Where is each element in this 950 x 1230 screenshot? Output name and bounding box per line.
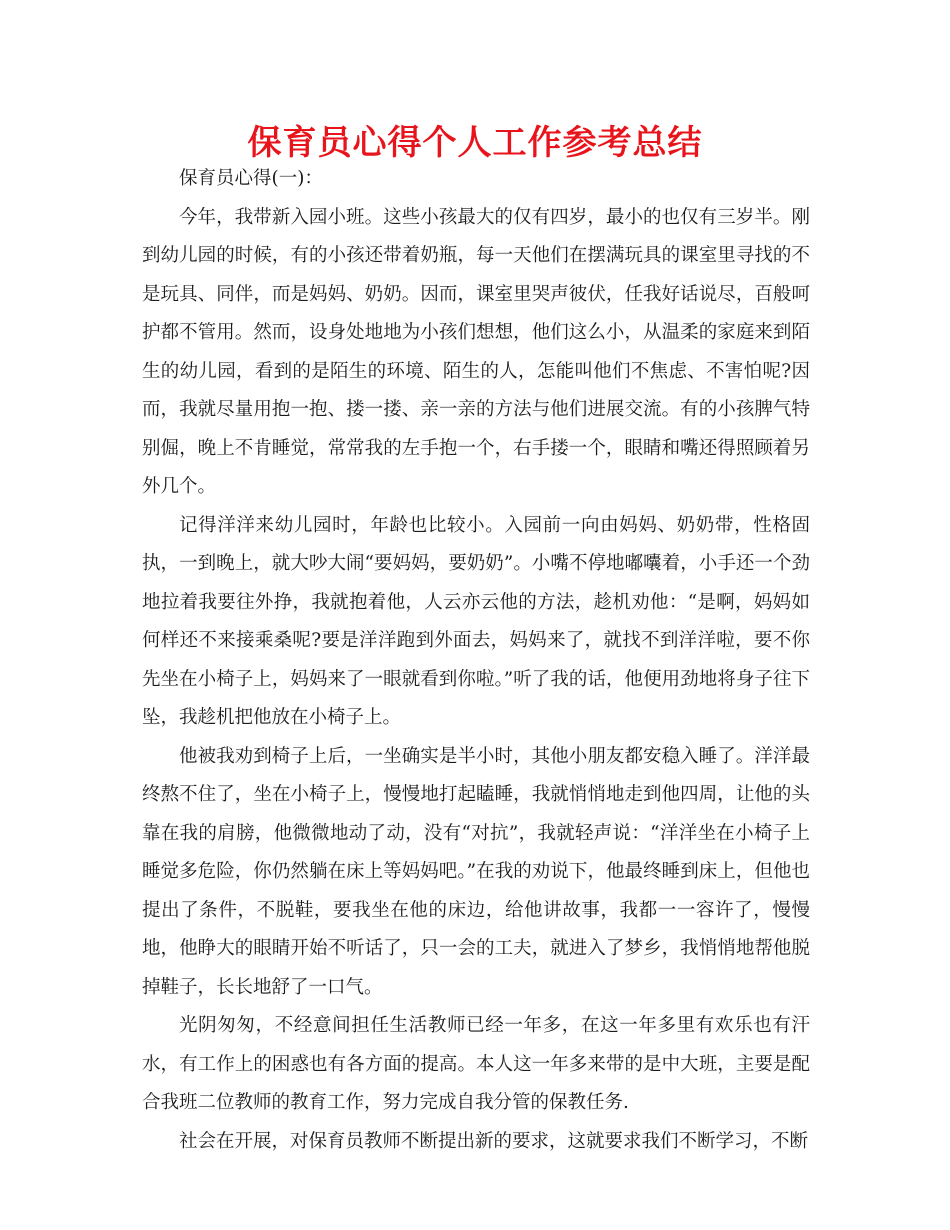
paragraph: 他被我劝到椅子上后，一坐确实是半小时，其他小朋友都安稳入睡了。洋洋最终熬不住了，坐在小椅子上，慢慢地打起瞌睡，我就悄悄地走到他四周，让他的头靠在我的肩膀，他微微地动了动，没有“对抗”，我就轻声说：“洋洋坐在小椅子上睡觉多危险，你仍然躺在床上等妈妈吧。”在我的劝说下，他最终睡到床上，但他也提出了条件，不脱鞋，要我坐在他的床边，给他讲故事，我都一一容许了，慢慢地，他睁大的眼睛开始不听话了，只一会的工夫，就进入了梦乡，我悄悄地帮他脱掉鞋子，长长地舒了一口气。	[142, 745, 810, 998]
document-body	[142, 160, 810, 1161]
paragraph: 今年，我带新入园小班。这些小孩最大的仅有四岁，最小的也仅有三岁半。刚到幼儿园的时候，有的小孩还带着奶瓶，每一天他们在摆满玩具的课室里寻找的不是玩具、同伴，而是妈妈、奶奶。因而，课室里哭声彼伏，任我好话说尽，百般呵护都不管用。然而，设身处地地为小孩们想想，他们这么小，从温柔的家庭来到陌生的幼儿园，看到的是陌生的环境、陌生的人，怎能叫他们不焦虑、不害怕呢?因而，我就尽量用抱一抱、搂一搂、亲一亲的方法与他们进展交流。有的小孩脾气特别倔，晚上不肯睡觉，常常我的左手抱一个，右手搂一个，眼睛和嘴还得照顾着另外几个。	[142, 206, 810, 497]
paragraph: 记得洋洋来幼儿园时，年龄也比较小。入园前一向由妈妈、奶奶带，性格固执，一到晚上，就大吵大闹“要妈妈，要奶奶”。小嘴不停地嘟囔着，小手还一个劲地拉着我要往外挣，我就抱着他，人云亦云他的方法，趁机劝他：“是啊，妈妈如何样还不来接乘桑呢?要是洋洋跑到外面去，妈妈来了，就找不到洋洋啦，要不你先坐在小椅子上，妈妈来了一眼就看到你啦。”听了我的话，他便用劲地将身子往下坠，我趁机把他放在小椅子上。	[142, 514, 810, 728]
paragraph: 光阴匆匆，不经意间担任生活教师已经一年多，在这一年多里有欢乐也有汗水，有工作上的困惑也有各方面的提高。本人这一年多来带的是中大班，主要是配合我班二位教师的教育工作，努力完成自我分管的保教任务.	[142, 1015, 810, 1113]
document-title: 保育员心得个人工作参考总结	[247, 123, 703, 163]
paragraph: 社会在开展，对保育员教师不断提出新的要求，这就要求我们不断学习，不断	[179, 1130, 809, 1152]
section-heading: 保育员心得(一)：	[179, 168, 323, 189]
